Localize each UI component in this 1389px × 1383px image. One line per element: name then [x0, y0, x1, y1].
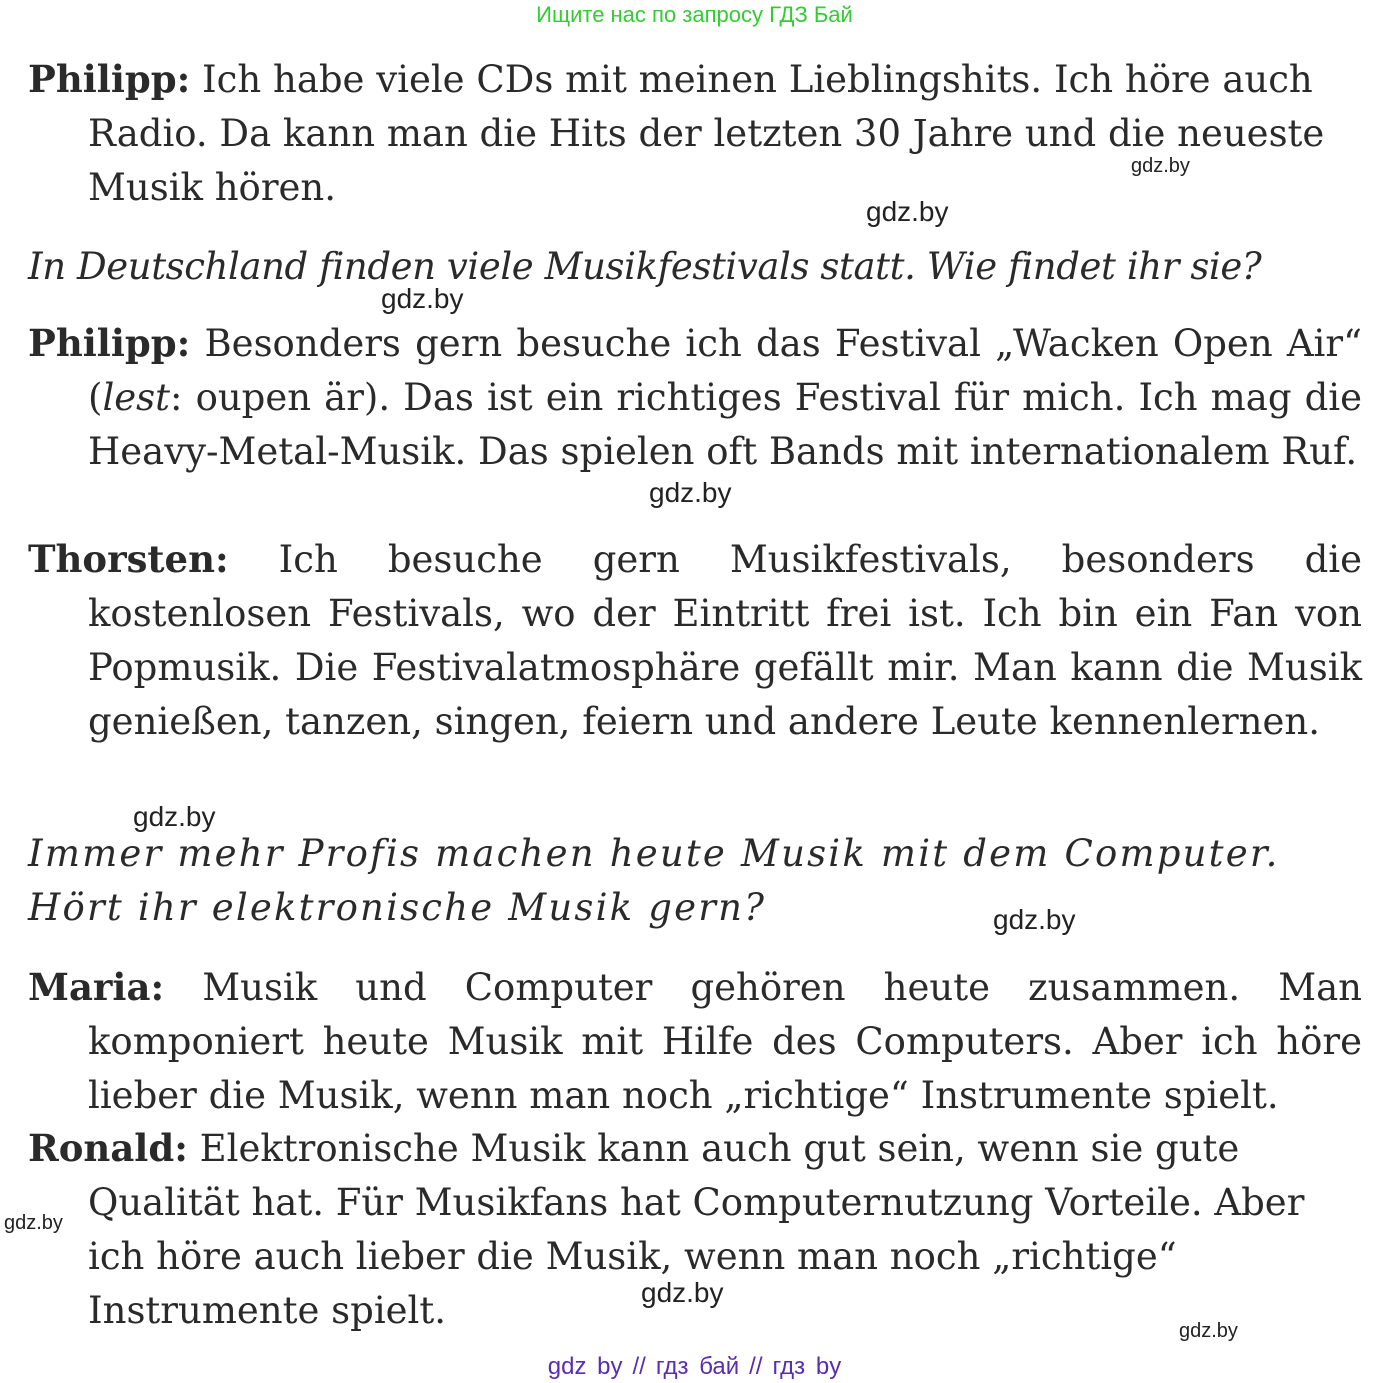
paragraph	[28, 532, 1362, 749]
speaker-name: Philipp:	[28, 321, 191, 365]
watermark: gdz.by	[1131, 155, 1190, 177]
watermark: gdz.by	[641, 1277, 724, 1308]
speaker-name: Thorsten:	[28, 537, 229, 581]
paragraph-text: : oupen är). Das ist ein richtiges Festival für mich. Ich mag die Heavy-Metal-Musik. Das spielen oft Bands mit internationalem Ruf.	[88, 376, 1362, 473]
footer-separator: //	[632, 1353, 646, 1380]
paragraph-text: Elektronische Musik kann auch gut sein, wenn sie gute Qualität hat. Für Musikfans hat Computernutzung Vorteile. Aber ich höre auch lieber die Musik, wenn man noch „richtige“ Instrumente spielt.	[88, 1127, 1305, 1332]
dialogue-philipp-2	[28, 316, 1362, 479]
speaker-name: Ronald:	[28, 1126, 188, 1170]
watermark: gdz.by	[866, 196, 949, 227]
question-line: Immer mehr Profis machen heute Musik mit dem Computer.	[28, 832, 1280, 875]
dialogue-philipp-1	[28, 52, 1362, 215]
footer-separator: //	[749, 1353, 763, 1380]
watermark: gdz.by	[4, 1212, 63, 1234]
speaker-name: Maria:	[28, 965, 165, 1009]
dialogue-maria	[28, 960, 1362, 1123]
italic-note: lest	[102, 376, 171, 419]
paragraph-text: Musik und Computer gehören heute zusammen. Man komponiert heute Musik mit Hilfe des Computers. Aber ich höre lieber die Musik, wenn man noch „richtige“ Instrumente spielt.	[88, 966, 1362, 1117]
paragraph-text: Ich besuche gern Musikfestivals, besonders die kostenlosen Festivals, wo der Eintritt frei ist. Ich bin ein Fan von Popmusik. Die Festivalatmosphäre gefällt mir. Man kann die Musik genießen, tanzen, singen, feiern und andere Leute kennenlernen.	[88, 538, 1362, 743]
paragraph-text: Ich habe viele CDs mit meinen Lieblingshits. Ich höre auch Radio. Da kann man die Hits der letzten 30 Jahre und die neueste Musik hören.	[88, 58, 1325, 209]
watermark: gdz.by	[993, 904, 1076, 935]
question-line: Hört ihr elektronische Musik gern?	[28, 886, 767, 929]
watermark: gdz.by	[381, 283, 464, 314]
footer-link[interactable]: гдз by	[772, 1353, 842, 1380]
paragraph	[28, 52, 1362, 215]
top-banner: Ищите нас по запросу ГДЗ Бай	[536, 2, 853, 27]
dialogue-thorsten	[28, 532, 1362, 749]
question-festivals	[28, 240, 1362, 294]
paragraph-text: Besonders gern besuche ich das Festival „Wacken Open Air“ (	[88, 322, 1362, 419]
footer-links	[0, 1352, 1389, 1382]
question-computer	[28, 827, 1362, 935]
paragraph	[28, 316, 1362, 479]
paragraph	[28, 960, 1362, 1123]
speaker-name: Philipp:	[28, 57, 191, 101]
watermark: gdz.by	[649, 477, 732, 508]
watermark: gdz.by	[133, 801, 216, 832]
question-text: In Deutschland finden viele Musikfestivals statt. Wie findet ihr sie?	[28, 245, 1262, 288]
watermark: gdz.by	[1179, 1320, 1238, 1342]
footer-link[interactable]: gdz by	[547, 1353, 623, 1380]
footer-link[interactable]: гдз бай	[655, 1353, 740, 1380]
